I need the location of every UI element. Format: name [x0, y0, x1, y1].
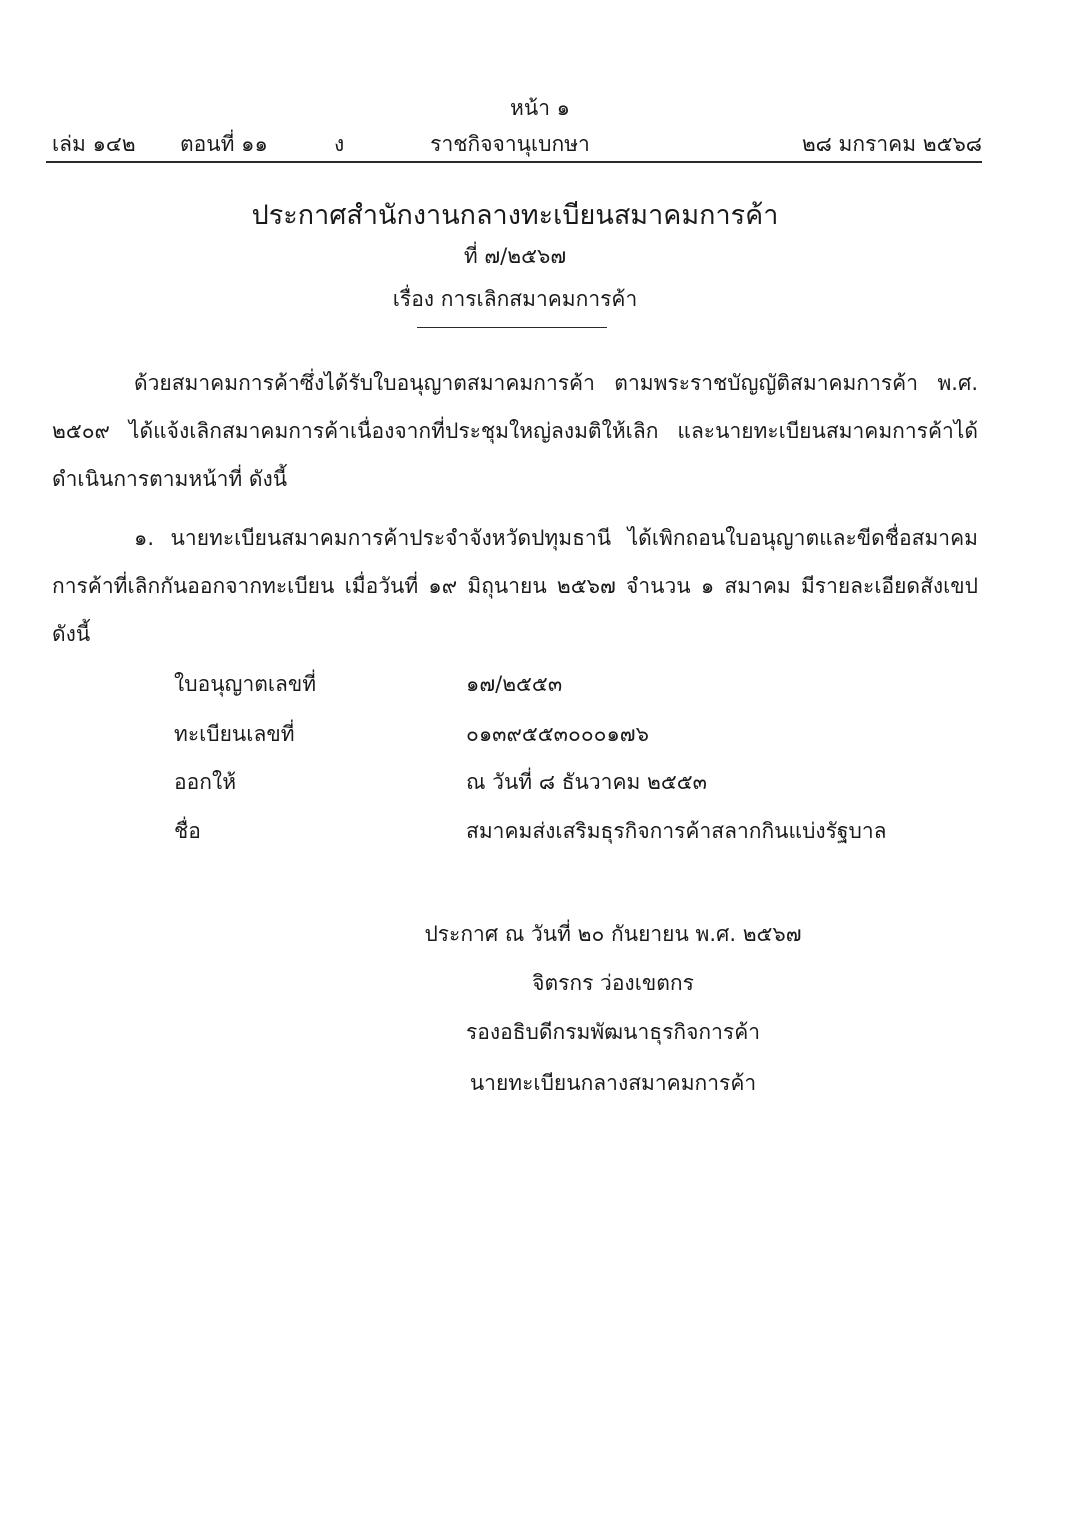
issued-date-value: ณ วันที่ ๘ ธันวาคม ๒๕๕๓	[466, 770, 708, 794]
body-paragraph-1-text: ด้วยสมาคมการค้าซึ่งได้รับใบอนุญาตสมาคมการค้า ตามพระราชบัญญัติสมาคมการค้า พ.ศ. ๒๕๐๙ ได้แจ้งเลิกสมาคมการค้าเนื่องจากที่ประชุมใหญ่ลงมติให้เลิก และนายทะเบียนสมาคมการค้าได้ดำเนินการตามหน้าที่ ดังนี้	[52, 371, 978, 491]
announcement-subject: เรื่อง การเลิกสมาคมการค้า	[392, 287, 638, 311]
body-paragraph-2-text: ๑. นายทะเบียนสมาคมการค้าประจำจังหวัดปทุมธานี ได้เพิกถอนใบอนุญาตและขีดชื่อสมาคมการค้าที่เลิกกันออกจากทะเบียน เมื่อวันที่ ๑๙ มิถุนายน ๒๕๖๗ จำนวน ๑ สมาคม มีรายละเอียดสังเขป ดังนี้	[52, 526, 978, 646]
issued-date-label: ออกให้	[174, 770, 237, 794]
gazette-date: ๒๘ มกราคม ๒๕๖๘	[801, 132, 982, 156]
license-number-label: ใบอนุญาตเลขที่	[174, 672, 317, 696]
signatory-role: นายทะเบียนกลางสมาคมการค้า	[469, 1071, 757, 1095]
body-paragraph-2	[52, 514, 978, 658]
announcement-number: ที่ ๗/๒๕๖๗	[463, 244, 567, 268]
announcement-title: ประกาศสำนักงานกลางทะเบียนสมาคมการค้า	[251, 200, 779, 231]
header-divider	[46, 161, 982, 163]
page-number: หน้า ๑	[510, 96, 570, 120]
registration-number-label: ทะเบียนเลขที่	[174, 722, 295, 746]
license-number-value: ๑๗/๒๕๕๓	[466, 672, 563, 696]
signatory-position: รองอธิบดีกรมพัฒนาธุรกิจการค้า	[465, 1020, 761, 1044]
gazette-volume: เล่ม ๑๔๒	[52, 132, 136, 156]
association-name-label: ชื่อ	[174, 819, 201, 843]
gazette-issue: ตอนที่ ๑๑	[180, 132, 268, 156]
body-paragraph-1	[52, 359, 978, 503]
signatory-name: จิตรกร ว่องเขตกร	[532, 971, 694, 995]
registration-number-value: ๐๑๓๙๕๕๓๐๐๐๑๗๖	[466, 722, 649, 746]
announcement-date: ประกาศ ณ วันที่ ๒๐ กันยายน พ.ศ. ๒๕๖๗	[424, 922, 802, 946]
heading-underline	[417, 327, 607, 328]
gazette-name: ราชกิจจานุเบกษา	[430, 132, 590, 156]
gazette-section: ง	[334, 132, 345, 156]
association-name-value: สมาคมส่งเสริมธุรกิจการค้าสลากกินแบ่งรัฐบาล	[466, 819, 887, 843]
